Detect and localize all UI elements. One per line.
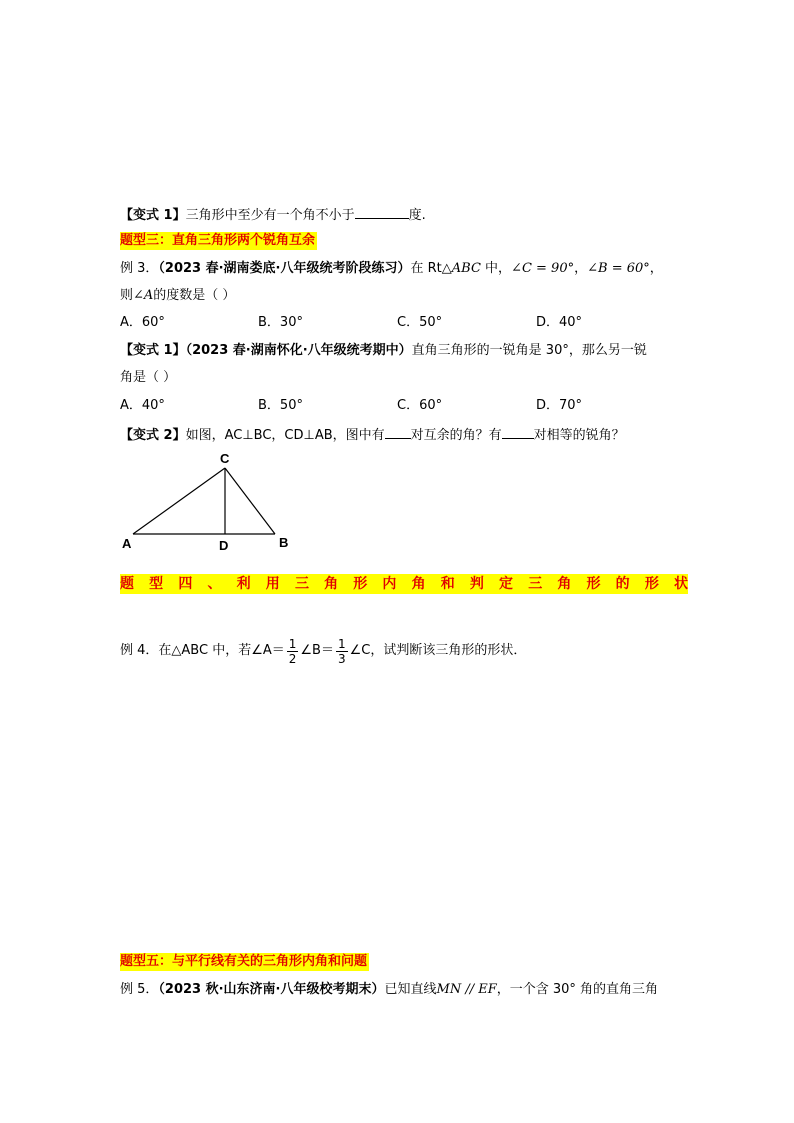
variant1b-line2: 角是（ ）: [120, 370, 177, 385]
option-d[interactable]: D．40°: [536, 315, 583, 330]
heading-char: 三: [294, 576, 309, 592]
heading-char: 角: [324, 576, 339, 592]
option-b[interactable]: B．50°: [258, 398, 303, 413]
example-source: （2023 春·湖南娄底·八年级统考阶段练习）: [158, 261, 411, 276]
example-source: （2023 秋·山东济南·八年级校考期末）: [158, 982, 385, 997]
option-a[interactable]: A．60°: [120, 315, 165, 330]
example5-line1: [120, 981, 658, 999]
side-ac: [133, 468, 225, 534]
example-prefix: 例 3．: [120, 261, 159, 276]
example-text-end: 的度数是（ ）: [153, 288, 236, 303]
variant-tag: 【变式 1】: [120, 343, 186, 358]
heading-char: 角: [557, 576, 572, 592]
example-mid: ∠B＝: [300, 643, 334, 658]
example-suffix: ∠C，试判断该三角形的形状．: [349, 643, 527, 658]
variant-source: （2023 春·湖南怀化·八年级统考期中）: [185, 343, 412, 358]
heading-char: 角: [411, 576, 426, 592]
heading-char: 内: [382, 576, 397, 592]
option-b[interactable]: B．30°: [258, 315, 303, 330]
example-text-3: ，: [649, 261, 663, 276]
heading-char: 形: [644, 576, 659, 592]
example-text: 在 Rt△: [410, 261, 452, 276]
example4-question: [120, 636, 526, 666]
label-d: D: [219, 538, 229, 553]
fraction-1: $\frac{1}{2}$: [288, 636, 297, 666]
example-text: 则: [120, 288, 134, 303]
type4-heading: [120, 574, 688, 594]
separator: ，: [574, 261, 588, 276]
heading-char: 形: [353, 576, 368, 592]
variant-text-3: 对相等的锐角？: [533, 428, 625, 443]
variant2-question: [120, 425, 625, 445]
condition-1: ∠C = 90°: [511, 261, 575, 276]
variant-text-2: 对互余的角？有: [410, 428, 502, 443]
option-d[interactable]: D．70°: [536, 398, 583, 413]
example3-line1: [120, 260, 663, 278]
heading-char: 、: [207, 576, 222, 592]
question-text: 三角形中至少有一个角不小于: [185, 208, 355, 223]
condition-2: ∠B = 60°: [587, 261, 650, 276]
variant-text: 直角三角形的一锐角是 30°，那么另一锐: [411, 343, 647, 358]
answer-blank-2[interactable]: [502, 425, 534, 439]
question-text-end: 度.: [408, 208, 426, 223]
heading-char: 形: [586, 576, 601, 592]
heading-char: 状: [673, 576, 688, 592]
heading-char: 和: [440, 576, 455, 592]
parallel-lines: MN // EF: [436, 982, 497, 997]
heading-char: 的: [615, 576, 630, 592]
variant-tag: 【变式 2】: [120, 428, 186, 443]
heading-char: 型: [149, 576, 164, 592]
type5-heading: 题型五：与平行线有关的三角形内角和问题: [120, 954, 368, 969]
label-b: B: [279, 535, 289, 550]
variant-text: 如图，AC⊥BC，CD⊥AB，图中有: [185, 428, 385, 443]
option-a[interactable]: A．40°: [120, 398, 165, 413]
triangle-figure: [115, 448, 305, 556]
example-text-2: ，一个含 30° 角的直角三角: [496, 982, 659, 997]
heading-char: 用: [265, 576, 280, 592]
heading-char: 四: [178, 576, 193, 592]
side-bc: [225, 468, 275, 534]
heading-char: 定: [499, 576, 514, 592]
example-text: 已知直线: [384, 982, 437, 997]
option-c[interactable]: C．50°: [397, 315, 443, 330]
type3-heading: 题型三：直角三角形两个锐角互余: [120, 233, 316, 248]
answer-blank[interactable]: [355, 205, 409, 219]
heading-char: 三: [528, 576, 543, 592]
variant1-question: [120, 205, 426, 225]
label-a: A: [122, 536, 132, 551]
example3-line2: [120, 287, 235, 305]
option-c[interactable]: C．60°: [397, 398, 443, 413]
heading-char: 题: [120, 576, 134, 592]
variant-tag: 【变式 1】: [120, 208, 186, 223]
label-c: C: [220, 451, 230, 466]
heading-char: 判: [469, 576, 484, 592]
heading-char: 利: [236, 576, 251, 592]
variant1b-line1: [120, 342, 647, 360]
angle-a: ∠A: [133, 288, 154, 303]
example-prefix: 例 4．在△ABC 中，若∠A＝: [120, 643, 285, 658]
triangle-name: ABC: [451, 261, 481, 276]
answer-blank-1[interactable]: [385, 425, 411, 439]
fraction-2: $\frac{1}{3}$: [337, 636, 346, 666]
example-text-2: 中，: [480, 261, 512, 276]
example-prefix: 例 5．: [120, 982, 159, 997]
